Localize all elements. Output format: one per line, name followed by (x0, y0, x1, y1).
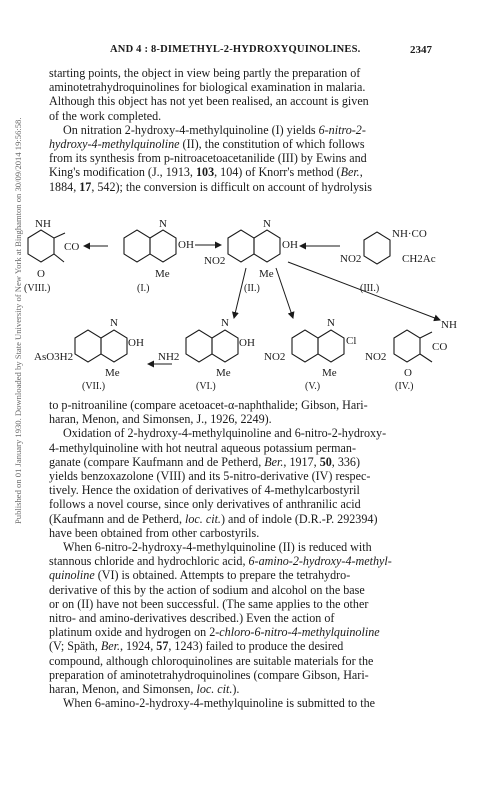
text-line: haran, Menon, and Simonsen, J., 1926, 2249). (49, 412, 272, 427)
label-viii-nh: NH (35, 218, 51, 230)
caption-ii: (II.) (244, 283, 260, 294)
text-line: follows a novel course, since only derivatives of anthranilic acid (49, 497, 361, 512)
label-iv-co: CO (432, 341, 448, 353)
label-iii-ch2ac: CH2Ac (402, 253, 436, 265)
text-line: derivative of this by the action of sodium and alcohol on the base (49, 582, 365, 597)
text-line: ganate (compare Kaufmann and de Petherd, Ber., 1917, 50, 336) (49, 454, 360, 469)
text-line: tively. Hence the oxidation of derivatives of 4-methylcarbostyril (49, 483, 360, 498)
text-line: 4-methylquinoline with hot neutral aqueous potassium perman- (49, 440, 356, 455)
label-iv-no2: NO2 (365, 351, 387, 363)
ring-vi-right (212, 330, 238, 362)
text-line: compound, although chloroquinolines are suitable materials for the (49, 653, 374, 668)
text-line: 1884, 17, 542); the conversion is difficult on account of hydrolysis (49, 179, 372, 194)
ring-iv-benzene (394, 330, 420, 362)
caption-i: (I.) (137, 283, 150, 294)
label-v-cl: Cl (346, 335, 357, 347)
ring-i-right (150, 230, 176, 262)
label-i-oh: OH (178, 239, 194, 251)
label-iii-no2: NO2 (340, 253, 362, 265)
text-line: When 6-nitro-2-hydroxy-4-methylquinoline (II) is reduced with (63, 540, 372, 555)
text-line: haran, Menon, and Simonsen, loc. cit.). (49, 682, 240, 697)
caption-iii: (III.) (360, 283, 380, 294)
ring-v-left (292, 330, 318, 362)
label-viii-co: CO (64, 241, 80, 253)
running-title: AND 4 : 8-DIMETHYL-2-HYDROXYQUINOLINES. (110, 44, 361, 55)
label-ii-n: N (263, 218, 271, 230)
label-iii-nhco: NH·CO (392, 228, 427, 240)
label-ii-oh: OH (282, 239, 298, 251)
label-vii-oh: OH (128, 337, 144, 349)
label-iv-o: O (404, 367, 412, 379)
text-line: from its synthesis from p-nitroacetoacetanilide (III) by Ewins and (49, 151, 367, 166)
text-line: King's modification (J., 1913, 103, 104) of Knorr's method (Ber., (49, 165, 363, 180)
label-vi-nh2: NH2 (158, 351, 180, 363)
text-line: have been obtained from other carbostyrils. (49, 525, 260, 540)
text-line: platinum oxide and hydrogen on 2-chloro-6-nitro-4-methylquinoline (49, 625, 380, 640)
text-line: starting points, the object in view being partly the preparation of (49, 66, 361, 80)
label-i-n: N (159, 218, 167, 230)
ring-vii-right (101, 330, 127, 362)
text-line: of the work completed. (49, 108, 162, 123)
caption-vi: (VI.) (196, 381, 216, 392)
watermark-text: Published on 01 January 1930. Downloaded by State University of New York at Binghamton on 30/09/2014 19:56:58. (13, 117, 23, 524)
text-line: yields benzoxazolone (VIII) and its 5-nitro-derivative (IV) respec- (49, 469, 371, 484)
ring-i-left (124, 230, 150, 262)
caption-viii: (VIII.) (24, 283, 51, 294)
text-line: to p-nitroaniline (compare acetoacet-α-naphthalide; Gibson, Hari- (49, 398, 368, 412)
label-ii-me: Me (259, 268, 274, 280)
text-line: On nitration 2-hydroxy-4-methylquinoline (I) yields 6-nitro-2- (63, 122, 366, 137)
ring-vii-left (75, 330, 101, 362)
arrow-ii-to-v (276, 268, 293, 318)
text-line: or on (II) have not been successful. (The same applies to the other (49, 596, 369, 611)
ring-v-right (318, 330, 344, 362)
text-line: nitro- and amino-derivatives described.) Even the action of (49, 611, 335, 626)
text-line: (Kaufmann and de Petherd, loc. cit.) and of indole (D.R.-P. 292394) (49, 511, 378, 526)
label-vi-me: Me (216, 367, 231, 379)
ring-ii-right (254, 230, 280, 262)
caption-iv: (IV.) (395, 381, 414, 392)
label-v-n: N (327, 317, 335, 329)
label-vii-n: N (110, 317, 118, 329)
label-vii-me: Me (105, 367, 120, 379)
label-vii-aso3h2: AsO3H2 (34, 351, 74, 363)
label-vi-n: N (221, 317, 229, 329)
label-i-me: Me (155, 268, 170, 280)
caption-v: (V.) (305, 381, 321, 392)
label-vi-oh: OH (239, 337, 255, 349)
text-line: When 6-amino-2-hydroxy-4-methylquinoline is submitted to the (63, 696, 376, 711)
text-line: aminotetrahydroquinolines for biological examination in malaria. (49, 80, 366, 95)
caption-vii: (VII.) (82, 381, 106, 392)
label-v-me: Me (322, 367, 337, 379)
text-line: Oxidation of 2-hydroxy-4-methylquinoline and 6-nitro-2-hydroxy- (63, 426, 387, 441)
ring-iii-benzene (364, 232, 390, 264)
ring-ii-left (228, 230, 254, 262)
page-number: 2347 (410, 44, 432, 56)
text-line: hydroxy-4-methylquinoline (II), the constitution of which follows (49, 137, 365, 152)
label-v-no2: NO2 (264, 351, 286, 363)
text-line: (V; Späth, Ber., 1924, 57, 1243) failed to produce the desired (49, 639, 344, 654)
text-line: Although this object has not yet been realised, an account is given (49, 94, 369, 109)
text-line: preparation of aminotetrahydroquinolines (compare Gibson, Hari- (49, 667, 369, 682)
label-iv-nh: NH (441, 319, 457, 331)
ring-vi-left (186, 330, 212, 362)
ring-viii-benzene (28, 230, 54, 262)
label-viii-o: O (37, 268, 45, 280)
paragraph-main (49, 398, 434, 710)
label-ii-no2: NO2 (204, 255, 226, 267)
text-line: stannous chloride and hydrochloric acid, 6-amino-2-hydroxy-4-methyl- (49, 554, 392, 569)
text-line: quinoline (VI) is obtained. Attempts to prepare the tetrahydro- (49, 568, 351, 583)
